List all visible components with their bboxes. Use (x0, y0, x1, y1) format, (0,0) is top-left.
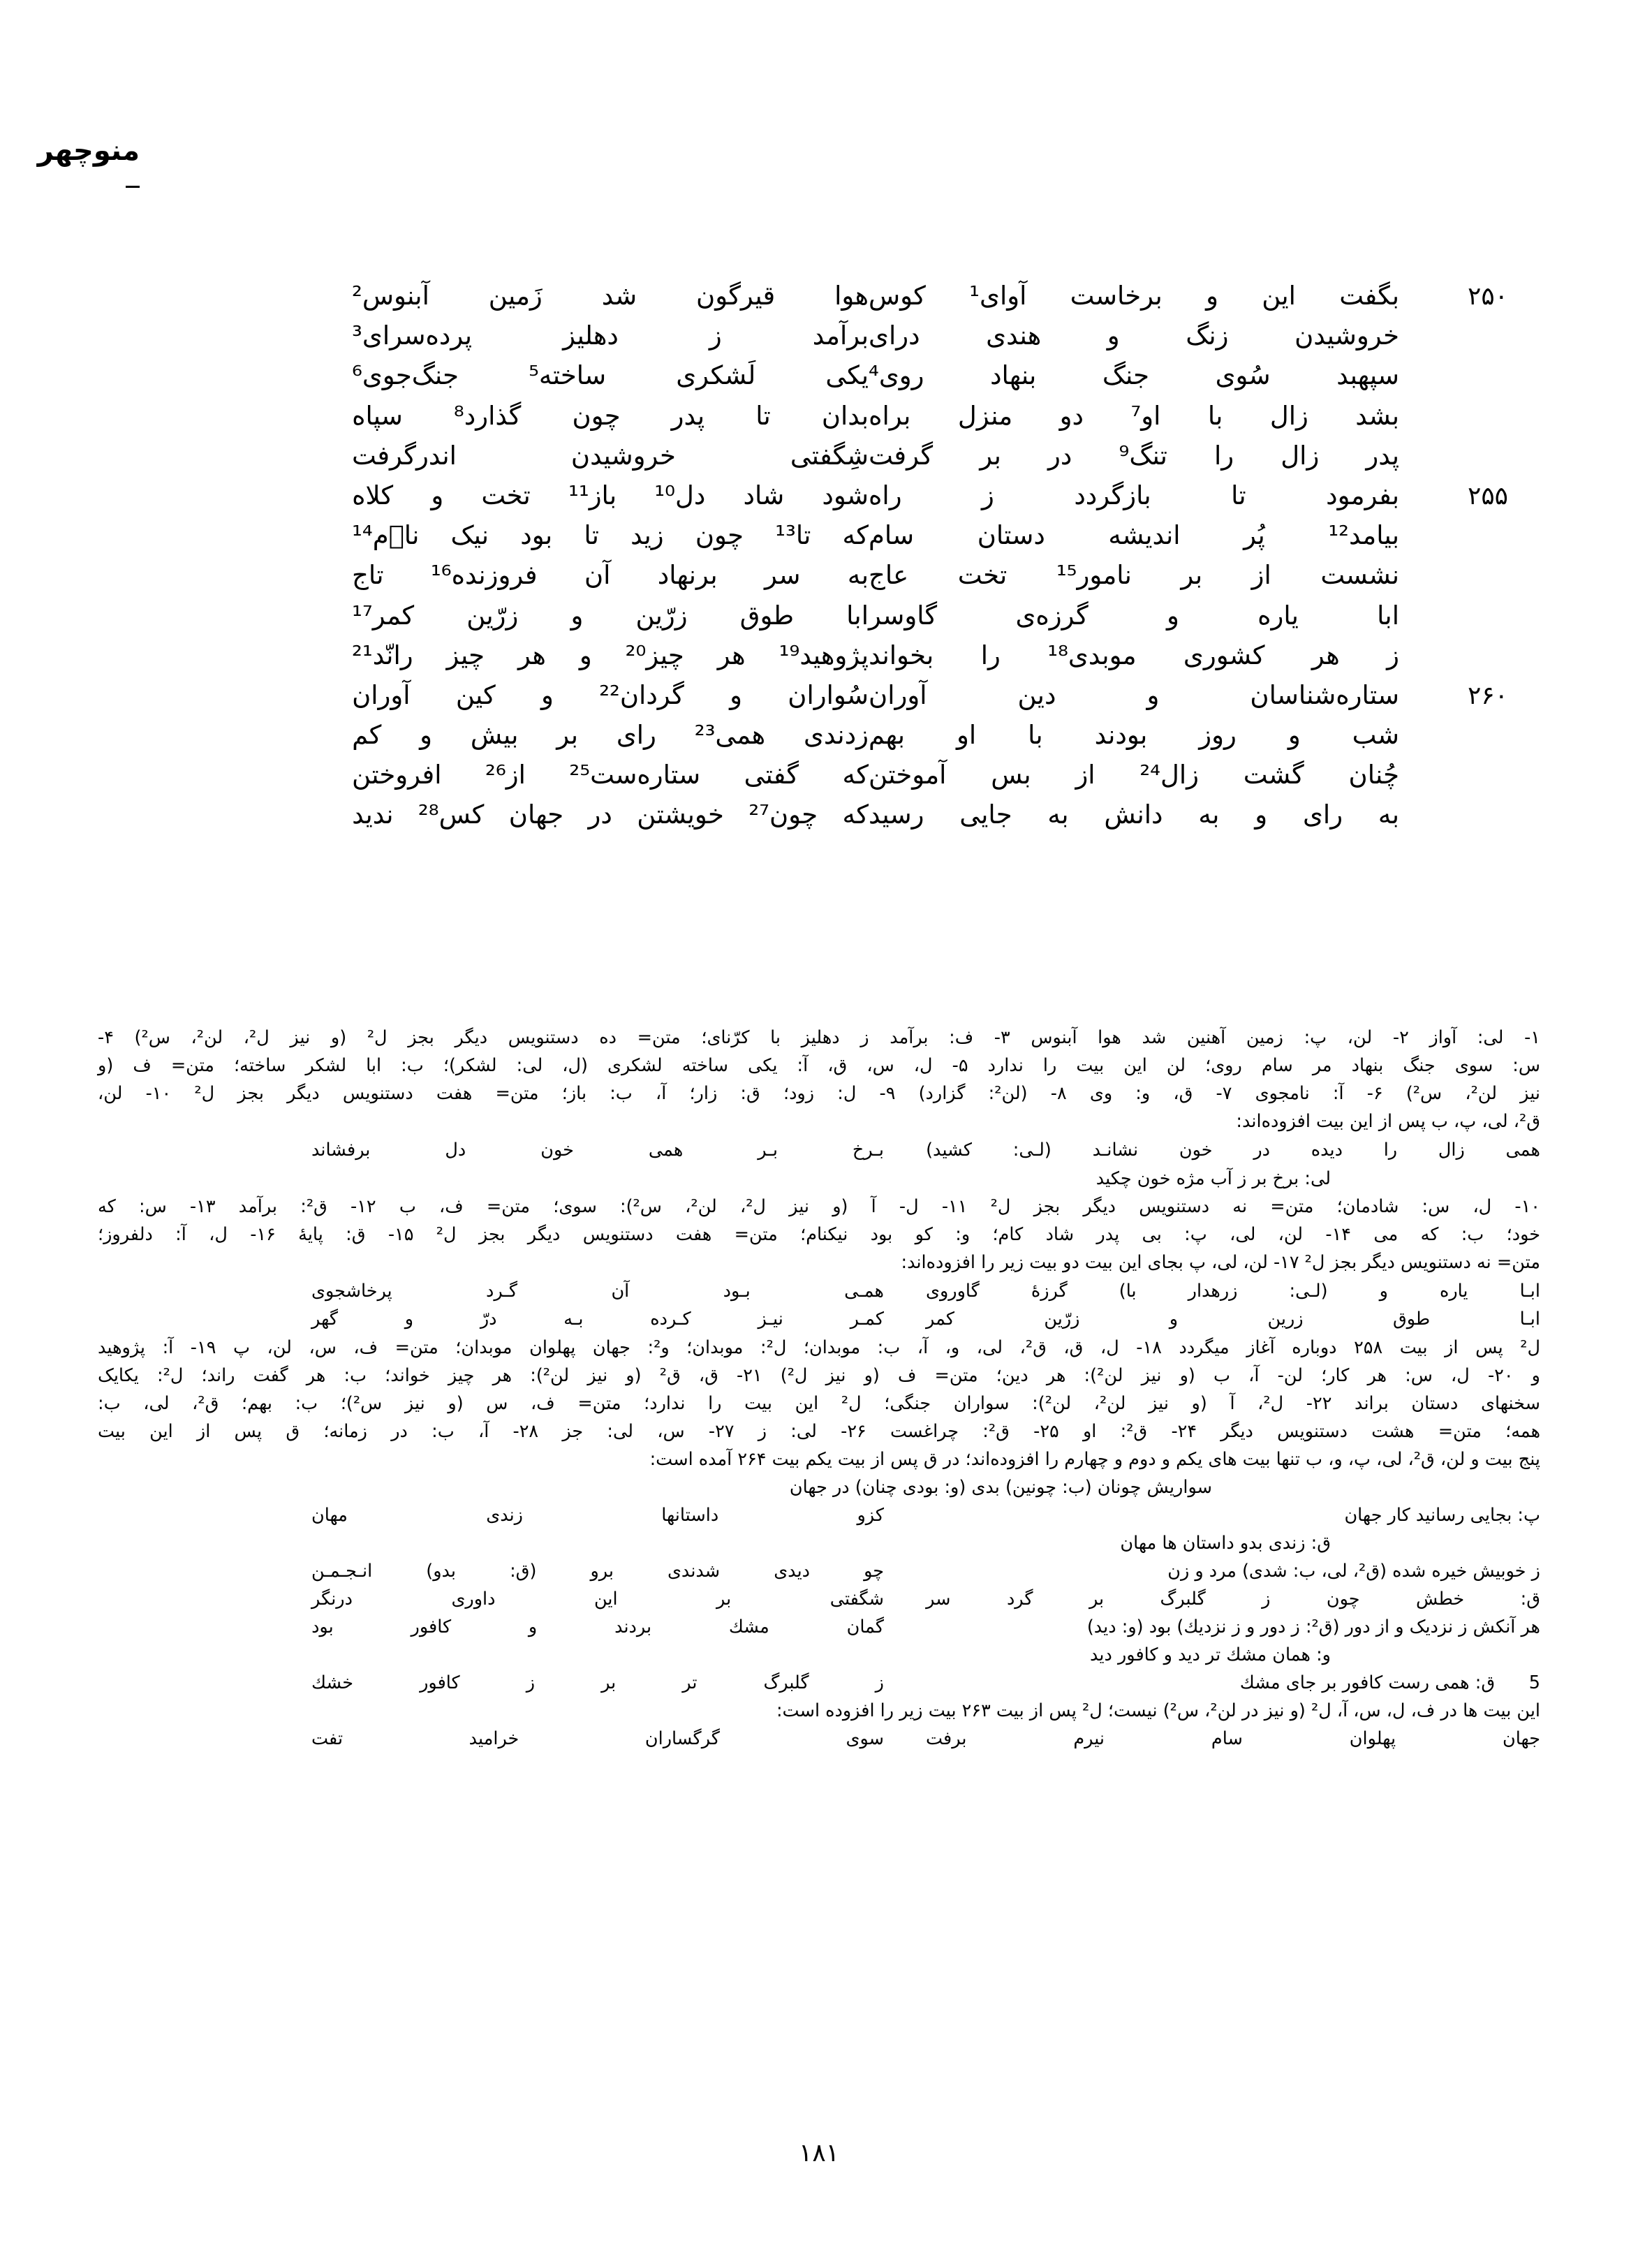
hemistich-right: خروشیدن زنگ و هندی درای (869, 321, 1399, 351)
inset-hemistich-right: ق: خطش چون ز گلبرگ بر گرد سر (926, 1589, 1540, 1610)
verse-number: ۲۵۰ (1467, 282, 1508, 311)
inset-hemistich-right: سواریش چونان (ب: چونین) بدی (و: بودی چنان) در جهان (789, 1477, 1212, 1498)
inset-variant: لی: برخ بر ز آب مژه خون چکید (1095, 1168, 1331, 1189)
hemistich-left: زدندی همی²³ رای بر بیش و کم (352, 720, 869, 751)
inset-hemistich-right: ابـا طوق زرین و زرّین کمر (926, 1309, 1540, 1330)
inset-hemistich-right (926, 1669, 1540, 1697)
inset-variant: و: همان مشك تر دید و كافور دید (1090, 1644, 1331, 1665)
apparatus-line: ل² پس از بیت ۲۵۸ دوباره آغاز میگردد ۱۸- ل، ق، ق²، لی، و، آ، ب: موبدان؛ ل²: موبدان؛ و²: جهان پهلوان موبدان؛ متن= ف، س، لن، پ ۱۹- آ: پژوهید (98, 1337, 1540, 1358)
verse-number (1433, 399, 1508, 402)
hemistich-left: که چون²⁷ خویشتن در جهان کس²⁸ ندید (352, 800, 869, 830)
hemistich-right: چُنان گشت زال²⁴ از بس آموختن (869, 760, 1399, 790)
inset-variant: ق: زندی بدو داستان ها مهان (1120, 1533, 1331, 1554)
inset-hemistich-left: گمان مشك بردند و كافور بود (311, 1617, 884, 1637)
inset-couplet (98, 1613, 1540, 1641)
hemistich-right: به رای و به دانش به جایی رسید (869, 800, 1399, 830)
verse-number (1433, 599, 1508, 602)
inset-hemistich-right: ابـا یاره و (لـی: زرهدار با) گرزهٔ گاوروی (926, 1281, 1540, 1302)
inset-couplet (98, 1725, 1540, 1753)
page-number: ۱۸۱ (798, 2139, 839, 2167)
hemistich-left: برآمد ز دهلیز پرده‌سرای³ (352, 321, 869, 351)
verse-number (1433, 439, 1508, 442)
hemistich-right: بشد زال با او⁷ دو منزل براه (869, 400, 1399, 431)
hemistich-left: که گفتی ستاره‌ست²⁵ از²⁶ افروختن (352, 760, 869, 790)
hemistich-left: ابا طوق زرّین و زرّین کمر¹⁷ (352, 600, 869, 631)
verse-line (130, 519, 1508, 559)
hemistich-right: ستاره‌شناسان و دین آوران (869, 679, 1399, 710)
verse-line (130, 479, 1508, 519)
header-rule (126, 186, 140, 188)
hemistich-left: یکی لَشکری ساخته⁵ جنگ‌جوی⁶ (352, 360, 869, 391)
hemistich-right: پدر زال را تنگ⁹ در بر گرفت (869, 440, 1399, 471)
inset-hemistich-right: همی زال را دیده در خون نشانـد (لـی: کشید) (926, 1140, 1540, 1161)
hemistich-left: بدان تا پدر چون گذارد⁸ سپاه (352, 400, 869, 431)
inset-couplet (98, 1306, 1540, 1332)
chapter-title: منوچهر (37, 135, 140, 167)
inset-couplet (98, 1137, 1540, 1163)
apparatus-line: خود؛ ب: که می ۱۴- لن، لی، پ: بی پدر شاد کام؛ و: کو بود نیکنام؛ متن= هفت دستنویس دیگر بجز ل² ۱۵- ق: پایهٔ ۱۶- ل، آ: دلفروز؛ (98, 1224, 1541, 1245)
hemistich-left: سُواران و گردان²² و کین آوران (352, 679, 869, 710)
verse-line (130, 359, 1508, 399)
verse-block (130, 279, 1508, 839)
inset-couplet (98, 1585, 1540, 1613)
verse-number: ۲۵۵ (1467, 481, 1508, 510)
verse-number (1433, 519, 1508, 522)
verse-line (130, 439, 1508, 479)
hemistich-left: که تا¹³ چون زید تا بود نیک نا٘م¹⁴ (352, 520, 869, 551)
inset-hemistich-right: ز خوبیش خیره شده (ق²، لی، ب: شدی) مرد و زن (1167, 1561, 1540, 1582)
running-head (37, 135, 140, 189)
verse-number (1433, 359, 1508, 362)
apparatus-line: متن= نه دستنویس دیگر بجز ل² ۱۷- لن، لی، پ بجای این بیت دو بیت زیر را افزوده‌اند: (901, 1252, 1540, 1273)
critical-apparatus (98, 1024, 1540, 1753)
inset-couplet (98, 1278, 1540, 1304)
hemistich-right: ابا یاره و گرزه‌ی گاوسر (869, 600, 1399, 631)
hemistich-left: به سر برنهاد آن فروزنده¹⁶ تاج (352, 560, 869, 591)
verse-line (130, 679, 1508, 719)
inset-couplet (98, 1501, 1540, 1529)
apparatus-line: ۱۰- ل، س: شادمان؛ متن= نه دستنویس دیگر بجز ل² ۱۱- ل- آ (و نیز ل²، لن²، س²): سوی؛ متن= ف، ب ۱۲- ق²: برآمد ۱۳- س: که (98, 1196, 1541, 1217)
inset-hemistich-left: شگفتی بر این داوری درنگر (311, 1589, 884, 1610)
hemistich-right: شب و روز بودند با او بهم (869, 720, 1399, 751)
apparatus-line: این بیت ها در ف، ل، س، آ، ل² (و نیز در لن²، س²) نیست؛ ل² پس از بیت ۲۶۳ بیت زیر را افزوده است: (776, 1700, 1540, 1721)
inset-hemistich-left: همـی بـود آن گـرد پرخاشجوی (311, 1281, 884, 1302)
verse-number (1433, 559, 1508, 561)
verse-line (130, 639, 1508, 679)
inset-hemistich-left: سوی گرگساران خرامید تفت (311, 1728, 884, 1749)
hemistich-left: هوا قیرگون شد زَمین آبنوس² (352, 281, 869, 311)
verse-number (1433, 319, 1508, 322)
apparatus-line: سخنهای دستان براند ۲۲- ل²، آ (و نیز لن²، لن²): سواران جنگی؛ ل² این بیت را ندارد؛ متن= ف، س (و نیز س²)؛ ب: بهم؛ ق²، لی، ب: (98, 1393, 1540, 1414)
hemistich-right: سپهبد سُوی جنگ بنهاد روی⁴ (869, 360, 1399, 391)
verse-line (130, 719, 1508, 758)
apparatus-line: همه؛ متن= هشت دستنویس دیگر ۲۴- ق²: او ۲۵- ق²: چراغست ۲۶- لی: ز ۲۷- س، لی: جز ۲۸- آ، ب: در زمانه؛ ق پس از این بیت (98, 1421, 1541, 1442)
verse-line (130, 758, 1508, 798)
apparatus-line: س: سوی جنگ بنهاد مر سام روی؛ لن این بیت را ندارد ۵- ل، س، ق، آ: یکی ساخته لشکری (ل، لی: لشکر)؛ ب: ابا لشکر ساخته؛ متن= ف (و (98, 1055, 1540, 1076)
inset-couplet (98, 1669, 1540, 1697)
inset-hemistich-right: هر آنکش ز نزدیک و از دور (ق²: ز دور و ز نزدیك) بود (و: دید) (1086, 1617, 1540, 1637)
apparatus-line: نیز لن²، س²) ۶- آ: نامجوی ۷- ق، و: وی ۸- (لن²: گزارد) ۹- ل: زود؛ ق: زار؛ آ، ب: باز؛ متن= هفت دستنویس دیگر بجز ل² ۱۰- لن، (98, 1083, 1541, 1104)
verse-line (130, 399, 1508, 439)
verse-line (130, 319, 1508, 359)
verse-line (130, 279, 1508, 319)
verse-line (130, 559, 1508, 598)
hemistich-right: بگفت این و برخاست آوای¹ کوس (869, 281, 1399, 311)
apparatus-line: ق²، لی، پ، ب پس از این بیت افزوده‌اند: (1236, 1111, 1540, 1132)
verse-number (1433, 719, 1508, 721)
verse-number (1433, 798, 1508, 801)
inset-couplet (98, 1557, 1540, 1585)
inset-hemistich-left: بـرخ بـر همی خون دل برفشاند (311, 1140, 884, 1161)
verse-line (130, 798, 1508, 838)
inset-hemistich-left: کمـر نیـز کـرده بـه درّ و گهر (311, 1309, 884, 1330)
hemistich-left: پژوهید¹⁹ هر چیز²⁰ و هر چیز رانّد²¹ (352, 640, 869, 670)
hemistich-right: بیامد¹² پُر اندیشه دستان سام (869, 520, 1399, 551)
apparatus-line: ۱- لی: آواز ۲- لن، پ: زمین آهنین شد هوا آبنوس ۳- ف: برآمد ز دهلیز با کرّنای؛ متن= ده دستنویس دیگر بجز ل² (و نیز ل²، لن²، س²) ۴- (98, 1027, 1540, 1048)
verse-number (1433, 758, 1508, 761)
inset-hemistich-right: جهان پهلوان سام نیرم برفت (926, 1728, 1540, 1749)
hemistich-left: شود شاد دل¹⁰ باز¹¹ تخت و کلاه (352, 480, 869, 510)
hemistich-left: شِگفتی خروشیدن اندرگرفت (352, 440, 869, 471)
verse-number (1433, 639, 1508, 642)
inset-hemistich-left: چو دیدی شدندی برو (ق: بدو) انـجـمـن (311, 1561, 884, 1582)
inset-variant: پ: بجایی رسانید کار جهان (1344, 1505, 1540, 1526)
inset-hemistich-left: ز گلبرگ تر بر ز كافور خشك (311, 1672, 884, 1693)
verse-number: ۲۶۰ (1467, 681, 1508, 710)
hemistich-right: ز هر کشوری موبدی¹⁸ را بخواند (869, 640, 1399, 670)
apparatus-line: پنج بیت و لن، ق²، لی، پ، و، ب تنها بیت های یکم و دوم و چهارم را افزوده‌اند؛ در ق پس از بیت یکم بیت ۲۶۴ آمده است: (649, 1449, 1540, 1470)
hemistich-right: نشست از بر نامور¹⁵ تخت عاج (869, 560, 1399, 591)
hemistich-right: بفرمود تا بازگردد ز راه (869, 480, 1399, 510)
verse-line (130, 599, 1508, 639)
apparatus-line: و ۲۰- ل، س: هر کار؛ لن- آ، ب (و نیز لن²): هر دین؛ متن= ف (و نیز ل²) ۲۱- ق، ق² (و نیز لن²): هر چیز خواند؛ ب: هر گفت راند؛ ل²: یکایک (98, 1365, 1540, 1386)
inset-hemistich-left: کزو داستانها زندی مهان (311, 1505, 884, 1526)
inset-number: 5 (1528, 1672, 1540, 1693)
inset-text: ق: همی رست كافور بر جای مشك (1239, 1672, 1496, 1693)
